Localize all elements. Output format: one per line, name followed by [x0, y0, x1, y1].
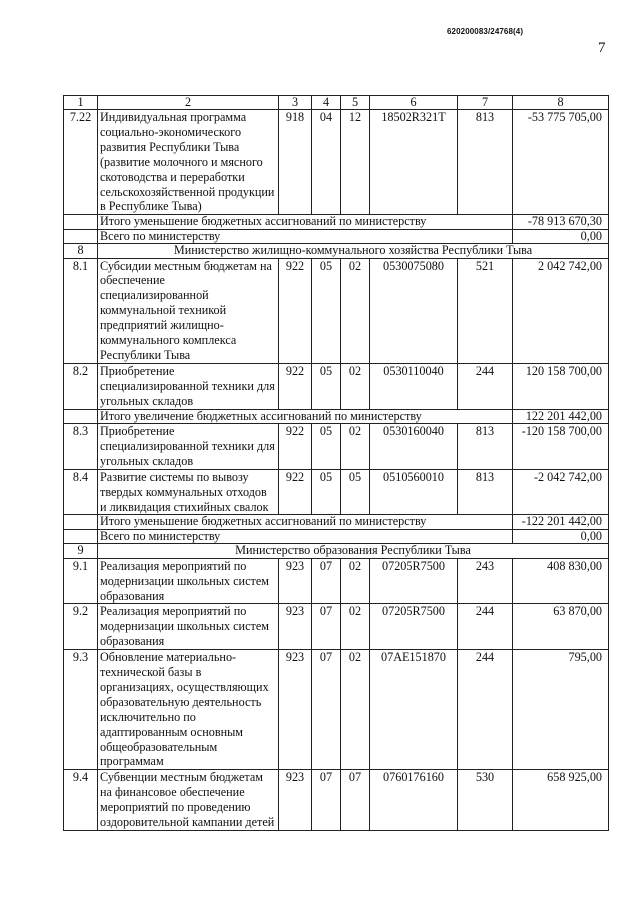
subtotal-spacer	[64, 229, 98, 243]
section-code: 05	[312, 363, 341, 409]
subtotal-label: Итого увеличение бюджетных ассигнований по министерству	[98, 409, 513, 423]
item-number: 8.2	[64, 363, 98, 409]
expense-type-code: 813	[458, 424, 513, 470]
item-name: Индивидуальная программа социально-экономического развития Республики Тыва (развитие молочного и мясного скотоводства и переработки сельскохозяйственной продукции в Республике Тыва)	[98, 110, 279, 215]
item-name: Реализация мероприятий по модернизации школьных систем образования	[98, 558, 279, 604]
item-number: 9.4	[64, 770, 98, 831]
ministry-code: 922	[279, 469, 312, 515]
subtotal-row	[64, 529, 609, 543]
ministry-code: 923	[279, 558, 312, 604]
subsection-code: 02	[341, 650, 370, 770]
column-number-row	[64, 96, 609, 110]
expense-type-code: 244	[458, 363, 513, 409]
expense-type-code: 813	[458, 469, 513, 515]
subtotal-spacer	[64, 215, 98, 229]
amount: 408 830,00	[513, 558, 609, 604]
table-row	[64, 424, 609, 470]
expense-type-code: 243	[458, 558, 513, 604]
column-header-3: 3	[279, 96, 312, 110]
target-article-code: 0530160040	[370, 424, 458, 470]
table-row	[64, 558, 609, 604]
subtotal-spacer	[64, 515, 98, 529]
ministry-code: 922	[279, 363, 312, 409]
table-row	[64, 110, 609, 215]
amount: 120 158 700,00	[513, 363, 609, 409]
subtotal-amount: -122 201 442,00	[513, 515, 609, 529]
subsection-code: 02	[341, 258, 370, 363]
section-number: 9	[64, 544, 98, 558]
section-title: Министерство образования Республики Тыва	[98, 544, 609, 558]
page-number: 7	[598, 40, 606, 56]
ministry-code: 923	[279, 650, 312, 770]
subtotal-row	[64, 409, 609, 423]
document-code: 620200083/24768(4)	[447, 27, 524, 36]
item-number: 8.1	[64, 258, 98, 363]
section-code: 07	[312, 770, 341, 831]
item-number: 9.2	[64, 604, 98, 650]
expense-type-code: 813	[458, 110, 513, 215]
target-article-code: 07205R7500	[370, 604, 458, 650]
column-header-1: 1	[64, 96, 98, 110]
target-article-code: 0530075080	[370, 258, 458, 363]
item-number: 8.4	[64, 469, 98, 515]
table-body	[64, 110, 609, 831]
section-code: 07	[312, 604, 341, 650]
section-code: 05	[312, 258, 341, 363]
subsection-code: 07	[341, 770, 370, 831]
subtotal-spacer	[64, 529, 98, 543]
column-header-8: 8	[513, 96, 609, 110]
subsection-code: 02	[341, 424, 370, 470]
target-article-code: 18502R321Т	[370, 110, 458, 215]
item-number: 9.1	[64, 558, 98, 604]
subtotal-amount: 122 201 442,00	[513, 409, 609, 423]
subtotal-row	[64, 229, 609, 243]
item-number: 8.3	[64, 424, 98, 470]
target-article-code: 07АЕ151870	[370, 650, 458, 770]
target-article-code: 0760176160	[370, 770, 458, 831]
item-name: Субсидии местным бюджетам на обеспечение специализированной коммунальной техникой предприятий жилищно-коммунального комплекса Республики Тыва	[98, 258, 279, 363]
budget-table	[63, 95, 609, 831]
ministry-code: 923	[279, 604, 312, 650]
subtotal-label: Итого уменьшение бюджетных ассигнований по министерству	[98, 215, 513, 229]
amount: 795,00	[513, 650, 609, 770]
expense-type-code: 521	[458, 258, 513, 363]
section-code: 05	[312, 424, 341, 470]
section-code: 07	[312, 558, 341, 604]
column-header-2: 2	[98, 96, 279, 110]
item-name: Субвенции местным бюджетам на финансовое обеспечение мероприятий по проведению оздоровительной кампании детей	[98, 770, 279, 831]
item-name: Реализация мероприятий по модернизации школьных систем образования	[98, 604, 279, 650]
expense-type-code: 530	[458, 770, 513, 831]
table-row	[64, 770, 609, 831]
item-number: 7.22	[64, 110, 98, 215]
column-header-7: 7	[458, 96, 513, 110]
expense-type-code: 244	[458, 650, 513, 770]
item-name: Обновление материально-технической базы в организациях, осуществляющих образовательную деятельность исключительно по адаптированным основным общеобразовательным программам	[98, 650, 279, 770]
amount: 2 042 742,00	[513, 258, 609, 363]
subtotal-amount: 0,00	[513, 529, 609, 543]
subsection-code: 05	[341, 469, 370, 515]
subtotal-label: Всего по министерству	[98, 529, 513, 543]
expense-type-code: 244	[458, 604, 513, 650]
ministry-code: 922	[279, 424, 312, 470]
table-row	[64, 604, 609, 650]
section-code: 05	[312, 469, 341, 515]
section-row	[64, 244, 609, 258]
section-code: 07	[312, 650, 341, 770]
table-row	[64, 469, 609, 515]
subsection-code: 02	[341, 558, 370, 604]
item-name: Приобретение специализированной техники для угольных складов	[98, 424, 279, 470]
section-title: Министерство жилищно-коммунального хозяйства Республики Тыва	[98, 244, 609, 258]
column-header-6: 6	[370, 96, 458, 110]
subsection-code: 02	[341, 363, 370, 409]
section-code: 04	[312, 110, 341, 215]
item-name: Приобретение специализированной техники для угольных складов	[98, 363, 279, 409]
target-article-code: 07205R7500	[370, 558, 458, 604]
amount: 63 870,00	[513, 604, 609, 650]
amount: 658 925,00	[513, 770, 609, 831]
subsection-code: 12	[341, 110, 370, 215]
target-article-code: 0510560010	[370, 469, 458, 515]
amount: -120 158 700,00	[513, 424, 609, 470]
item-number: 9.3	[64, 650, 98, 770]
target-article-code: 0530110040	[370, 363, 458, 409]
section-number: 8	[64, 244, 98, 258]
subsection-code: 02	[341, 604, 370, 650]
table-row	[64, 650, 609, 770]
amount: -53 775 705,00	[513, 110, 609, 215]
amount: -2 042 742,00	[513, 469, 609, 515]
ministry-code: 923	[279, 770, 312, 831]
table-header	[64, 96, 609, 110]
column-header-4: 4	[312, 96, 341, 110]
table-row	[64, 363, 609, 409]
subtotal-row	[64, 215, 609, 229]
column-header-5: 5	[341, 96, 370, 110]
ministry-code: 922	[279, 258, 312, 363]
ministry-code: 918	[279, 110, 312, 215]
table-row	[64, 258, 609, 363]
subtotal-label: Итого уменьшение бюджетных ассигнований по министерству	[98, 515, 513, 529]
subtotal-amount: 0,00	[513, 229, 609, 243]
section-row	[64, 544, 609, 558]
subtotal-label: Всего по министерству	[98, 229, 513, 243]
item-name: Развитие системы по вывозу твердых коммунальных отходов и ликвидация стихийных свалок	[98, 469, 279, 515]
subtotal-row	[64, 515, 609, 529]
subtotal-spacer	[64, 409, 98, 423]
subtotal-amount: -78 913 670,30	[513, 215, 609, 229]
